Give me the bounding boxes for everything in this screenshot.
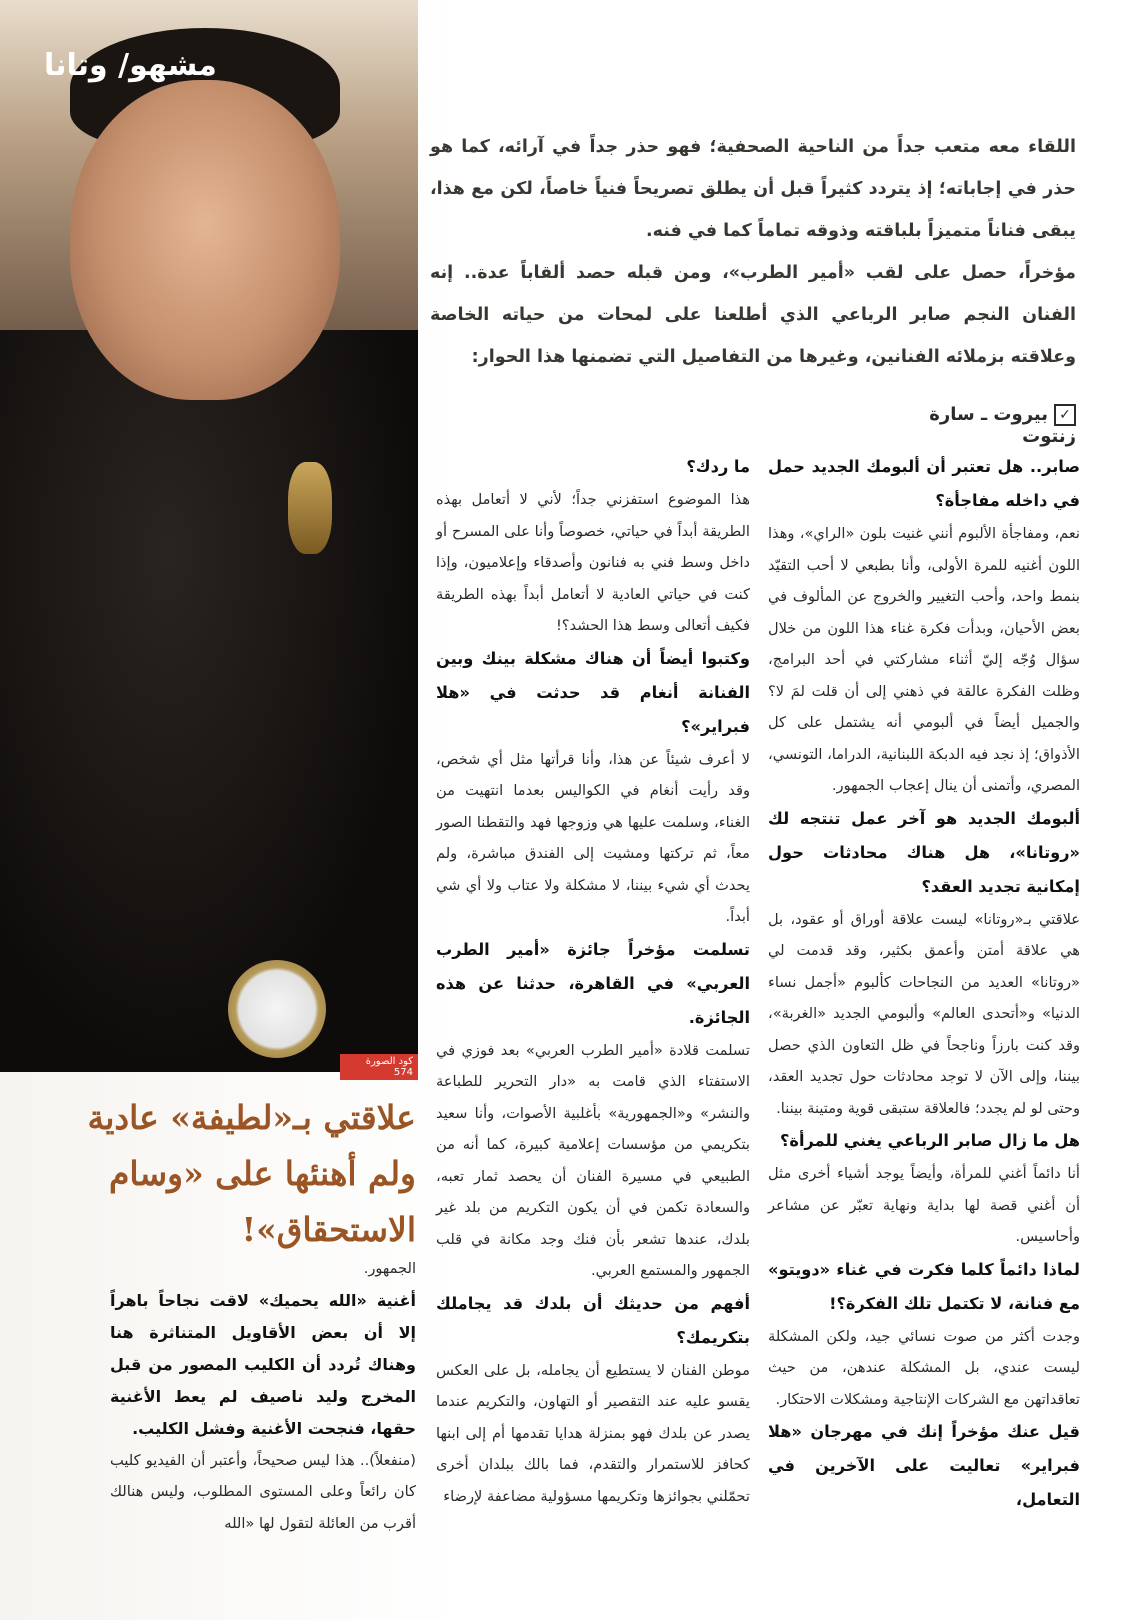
paragraph: أفهم من حديثك أن بلدك قد يجاملك بتكريمك؟ [436,1293,750,1347]
paragraph: علاقتي بـ«روتانا» ليست علاقة أوراق أو عقود، بل هي علاقة أمتن وأعمق بكثير، وقد قدمت لي «روتانا» العديد من النجاحات كألبوم «أجمل نساء الدنيا» و«أتحدى العالم» وألبومي الجديد «الغربة»، وقد كنت بارزاً وناجحاً في ظل التعاون الذي حصل بيننا، وإلى الآن لا توجد محادثات حول تجديد العقد، وحتى لو لم يجدد؛ فالعلاقة ستبقى قوية ومتينة بيننا. [768,910,1080,1117]
paragraph: قيل عنك مؤخراً إنك في مهرجان «هلا فبراير» تعاليت على الآخرين في التعامل، [768,1422,1080,1509]
column-middle [436,450,750,1512]
paragraph: موطن الفنان لا يستطيع أن يجامله، بل على العكس يقسو عليه عند التقصير أو التهاون، والتكريم عندما يصدر عن بلدك فهو بمنزلة هدايا تقدمها أم إلى ابنها كحافز للاستمرار والتقدم، فما بالك ببلدان أخرى تحمّلني بجوائزها وتكريمها مسؤولية مضاعفة لإرضاء [436,1361,750,1505]
paragraph: تسلمت قلادة «أمير الطرب العربي» بعد فوزي في الاستفتاء الذي قامت به «دار التحرير للطباعة والنشر» و«الجمهورية» بأغلبية الأصوات، وأنا سعيد بتكريمي من مؤسسات إعلامية كبيرة، كما أنه من الطبيعي في مسيرة الفنان أن يحصد ثمار تعبه، والسعادة تكمن في أن يكون التكريم من بلد غير بلدك، عندها تشعر بأن فنك وجد مكانة في قلب الجمهور والمستمع العربي. [436,1041,750,1279]
paragraph: أنا دائماً أغني للمرأة، وأيضاً يوجد أشياء أخرى مثل أن أغني قصة لها بداية ونهاية تعبّر عن مشاعر وأحاسيس. [768,1165,1080,1245]
paragraph: صابر.. هل تعتبر أن ألبومك الجديد حمل في داخله مفاجأة؟ [768,457,1080,510]
check-icon: ✓ [1054,404,1076,426]
wristwatch-shape [228,960,326,1058]
black-shirt-shape [0,330,418,1072]
paragraph: نعم، ومفاجأة الألبوم أنني غنيت بلون «الراي»، وهذا اللون أغنيه للمرة الأولى، وأنا بطبعي لا أحب التقيّد بنمط واحد، وأحب التغيير والخروج عن المألوف في بعض الأحيان، وبدأت فكرة غناء هذا اللون من خلال سؤال وُجّه إليّ أثناء مشاركتي في أحد البرامج، وظلت الفكرة عالقة في ذهني إلى أن قلت لمَ لا؟ والجميل أيضاً في ألبومي أنه يشتمل على كل الأذواق؛ إذ نجد فيه الدبكة اللبنانية، الدراما، التونسي، المصري، وأتمنى أن ينال إعجاب الجمهور. [768,525,1080,794]
paragraph: ألبومك الجديد هو آخر عمل تنتجه لك «روتانا»، هل هناك محادثات حول إمكانية تجديد العقد؟ [768,808,1080,896]
column-left [110,1253,416,1539]
paragraph: لماذا دائماً كلما فكرت في غناء «دويتو» مع فنانة، لا تكتمل تلك الفكرة؟! [768,1259,1080,1313]
paragraph: الجمهور. [363,1260,416,1277]
paragraph: تسلمت مؤخراً جائزة «أمير الطرب العربي» في القاهرة، حدثنا عن هذه الجائزة. [436,939,750,1027]
paragraph: ما ردك؟ [686,457,750,476]
paragraph: وجدت أكثر من صوت نسائي جيد، ولكن المشكلة ليست عندي، بل المشكلة عندهن، من حيث تعاقداتهن مع الشركات الإنتاجية ومشكلات الاحتكار. [768,1327,1080,1408]
article-intro [430,126,1076,378]
byline [878,404,1076,447]
pocket-emblem-shape [288,462,332,554]
paragraph: هل ما زال صابر الرباعي يغني للمرأة؟ [780,1131,1080,1150]
intro-paragraph: مؤخراً، حصل على لقب «أمير الطرب»، ومن قبله حصد ألقاباً عدة.. إنه الفنان النجم صابر الرباعي الذي أطلعنا على لمحات من حياته الخاصة وعلاقته بزملائه الفنانين، وغيرها من التفاصيل التي تضمنها هذا الحوار: [430,263,1076,367]
section-brand: مشهو/ وتانا [44,48,217,83]
face-shape [70,80,340,400]
photo-code-badge: كود الصورة 574 [340,1054,418,1080]
paragraph: لا أعرف شيئاً عن هذا، وأنا قرأتها مثل أي شخص، وقد رأيت أنغام في الكواليس بعدما انتهيت من الغناء، وسلمت عليها هي وزوجها فهد والتقطنا الصور معاً، ثم تركتها ومشيت إلى الفندق مباشرة، ولم يحدث أي شيء بيننا، لا مشكلة ولا عتاب ولا أي شي أبداً. [436,750,750,925]
pull-quote: علاقتي بـ«لطيفة» عادية ولم أهنئها على «وسام الاستحقاق»! [87,1098,416,1249]
column-right [768,450,1080,1517]
paragraph: هذا الموضوع استفزني جداً؛ لأني لا أتعامل بهذه الطريقة أبداً في حياتي، خصوصاً وأنا على المسرح أو داخل وسط فني به فنانون وأصدقاء وإعلاميون، وإذا كنت في حياتي العادية لا أتعامل أبداً بهذه الطريقة فكيف أتعالى وسط هذا الحشد؟! [436,491,750,634]
byline-text: بيروت ـ سارة زنتوت [929,404,1076,447]
artist-photo [0,0,418,1078]
intro-paragraph: اللقاء معه متعب جداً من الناحية الصحفية؛ فهو حذر جداً في آرائه، كما هو حذر في إجاباته؛ إذ يتردد كثيراً قبل أن يطلق تصريحاً فنياً خاصاً، لكن مع هذا، يبقى فناناً متميزاً بلباقته وذوقه تماماً كما في فنه. [430,137,1076,241]
paragraph: أغنية «الله يحميك» لاقت نجاحاً باهراً إلا أن بعض الأقاويل المتناثرة هنا وهناك تُردد أن الكليب المصور من قبل المخرج وليد ناصيف لم يعط الأغنية حقها، فنجحت الأغنية وفشل الكليب. [110,1290,416,1438]
paragraph: وكتبوا أيضاً أن هناك مشكلة بينك وبين الفنانة أنغام قد حدثت في «هلا فبراير»؟ [436,648,750,736]
paragraph: (منفعلاً).. هذا ليس صحيحاً، وأعتبر أن الفيديو كليب كان رائعاً وعلى المستوى المطلوب، وليس هنالك أقرب من العائلة لتقول لها «الله [110,1451,416,1532]
